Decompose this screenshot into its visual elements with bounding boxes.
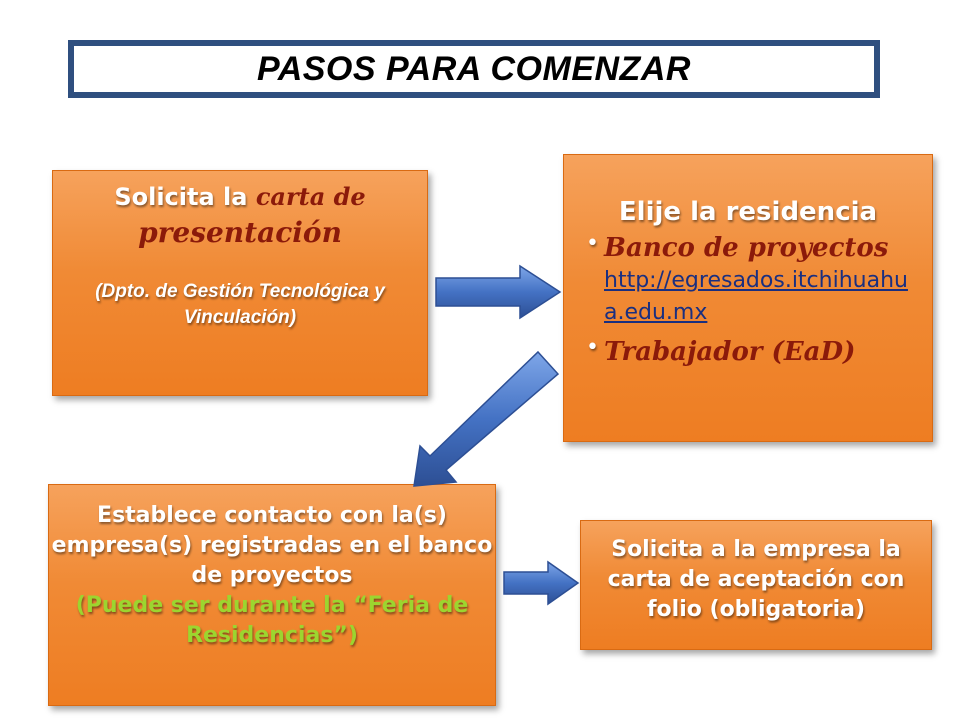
arrow-diagonal-icon [414, 352, 558, 486]
step1-prefix: Solicita la [114, 183, 256, 211]
arrow-right-icon [504, 562, 578, 604]
step2-heading: Elije la residencia [618, 197, 878, 227]
egresados-link[interactable]: http://egresados.itchihuahua.edu.mx [604, 268, 908, 325]
option1-label: Banco de proyectos [604, 233, 889, 263]
bullet-icon: • [586, 231, 599, 256]
page-title: PASOS PARA COMENZAR [257, 49, 691, 88]
step3-note: (Puede ser durante la “Feria de Residencias”) [75, 593, 469, 648]
step1-accent-a: carta de [255, 182, 366, 211]
step4-text: Solicita a la empresa la carta de aceptación con folio (obligatoria) [607, 537, 905, 622]
bullet-icon: • [586, 335, 599, 360]
step1-note: (Dpto. de Gestión Tecnológica y Vinculación) [95, 281, 385, 328]
option2-label: Trabajador (EaD) [604, 337, 856, 367]
arrow-right-icon [436, 266, 560, 318]
step1-accent-b: presentación [138, 216, 342, 249]
step3-text: Establece contacto con la(s) empresa(s) registradas en el banco de proyectos [51, 503, 493, 588]
